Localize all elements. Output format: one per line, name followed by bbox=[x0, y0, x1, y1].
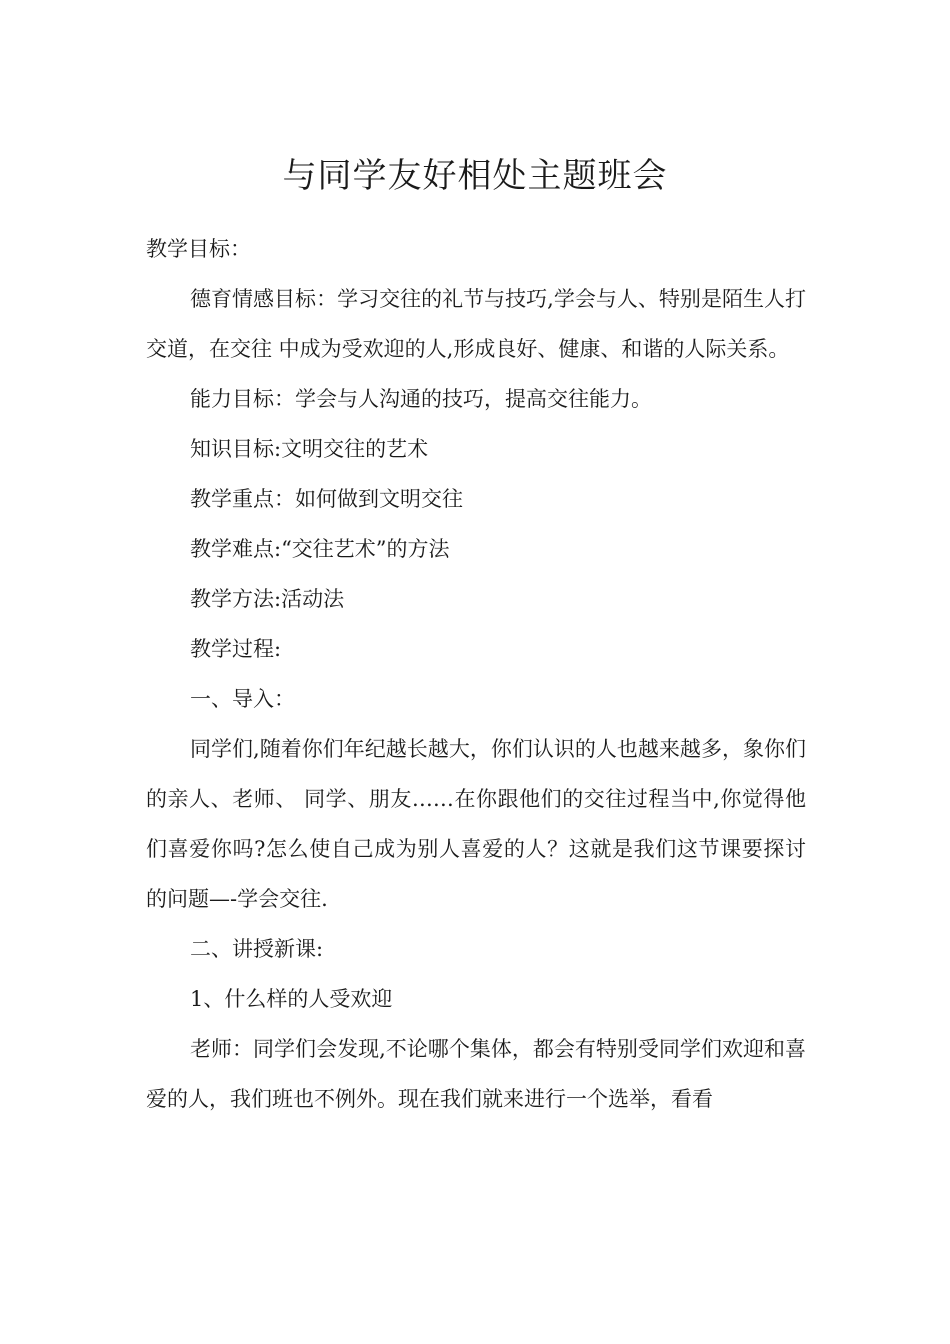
paragraph-section-new-lesson: 二、讲授新课: bbox=[190, 937, 324, 961]
paragraph-intro-body: 同学们,随着你们年纪越长越大，你们认识的人也越来越多，象你们的亲人、老师、 同学、朋友……在你跟他们的交往过程当中,你觉得他们喜爱你吗?怎么使自己成为别人喜爱的人？这就是我们这节课要探讨的问题—-学会交往. bbox=[146, 737, 806, 911]
paragraph-teaching-goals: 教学目标： bbox=[146, 237, 251, 261]
paragraph-method: 教学方法:活动法 bbox=[190, 587, 345, 611]
paragraph-knowledge-goal: 知识目标:文明交往的艺术 bbox=[190, 437, 429, 461]
paragraph-section-intro: 一、导入： bbox=[190, 687, 295, 711]
paragraph-process: 教学过程: bbox=[190, 637, 282, 661]
paragraph-subsection-1: 1、什么样的人受欢迎 bbox=[190, 987, 393, 1011]
paragraph-teacher-speech: 老师：同学们会发现,不论哪个集体，都会有特别受同学们欢迎和喜爱的人，我们班也不例外。现在我们就来进行一个选举，看看 bbox=[146, 1037, 806, 1111]
document-title: 与同学友好相处主题班会 bbox=[282, 156, 668, 196]
paragraph-ability-goal: 能力目标：学会与人沟通的技巧，提高交往能力。 bbox=[190, 387, 652, 411]
paragraph-key-point: 教学重点：如何做到文明交往 bbox=[190, 487, 463, 511]
paragraph-difficulty: 教学难点:“交往艺术”的方法 bbox=[190, 537, 450, 561]
document-body bbox=[146, 224, 806, 1124]
paragraph-moral-goal: 德育情感目标：学习交往的礼节与技巧,学会与人、特别是陌生人打交道，在交往 中成为受欢迎的人,形成良好、健康、和谐的人际关系。 bbox=[146, 287, 806, 361]
